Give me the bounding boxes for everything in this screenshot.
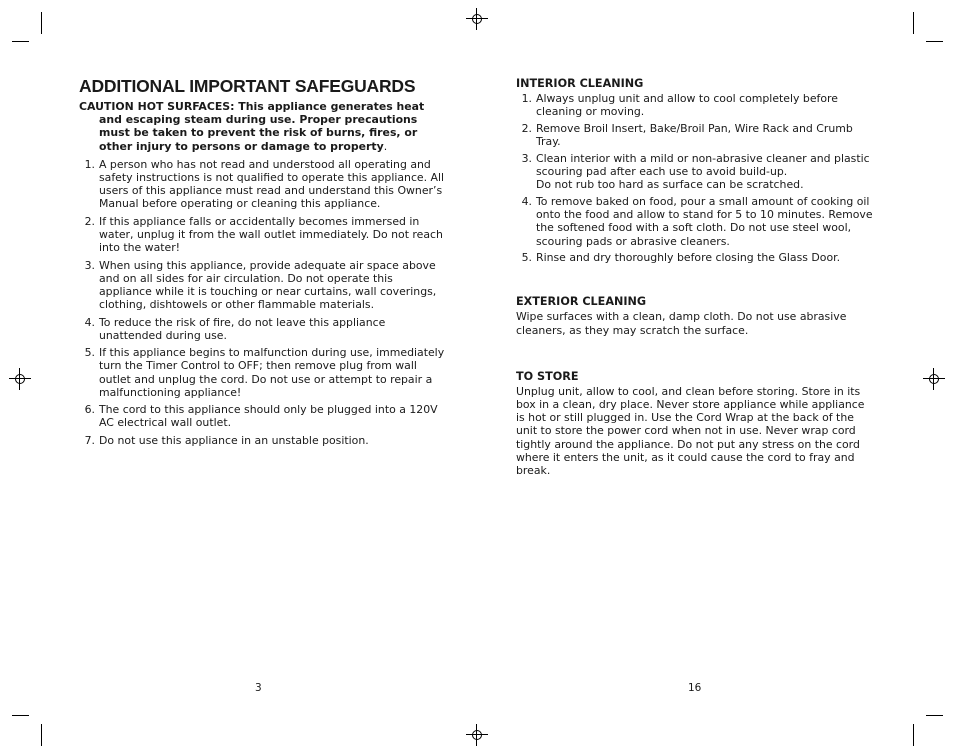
- item-number: 2.: [521, 121, 532, 135]
- crop-mark: [913, 724, 914, 746]
- page-number-left: 3: [255, 682, 262, 694]
- right-page: [516, 76, 876, 477]
- item-number: 7.: [84, 433, 95, 447]
- registration-mark-right: [927, 372, 941, 386]
- item-text: Clean interior with a mild or non-abrasive cleaner and plastic scouring pad after each use to avoid build-up.: [536, 151, 870, 179]
- list-item: [516, 251, 876, 264]
- item-text: Rinse and dry thoroughly before closing the Glass Door.: [536, 251, 841, 265]
- item-number: 6.: [84, 403, 95, 417]
- item-text: When using this appliance, provide adequate air space above and on all sides for air circulation. Do not operate this appliance while it is touching or near curtains, wall coverings, clothing, dishtowels or other flammable materials.: [99, 258, 437, 312]
- interior-cleaning-heading: INTERIOR CLEANING: [516, 77, 644, 90]
- crop-mark: [913, 12, 914, 34]
- exterior-cleaning-heading: EXTERIOR CLEANING: [516, 295, 647, 309]
- item-text: To remove baked on food, pour a small amount of cooking oil onto the food and allow to stand for 5 to 10 minutes. Remove the softened food with a soft cloth. Do not use steel wool, scouring pads or abrasive cleaners.: [536, 194, 873, 248]
- list-item: [79, 215, 449, 255]
- crop-mark: [12, 715, 29, 716]
- crop-mark: [926, 715, 943, 716]
- to-store-text: Unplug unit, allow to cool, and clean before storing. Store in its box in a clean, dry place. Never store appliance while appliance is hot or still plugged in. Use the Cord Wrap at the back of the unit to store the power cord when not in use. Never wrap cord tightly around the appliance. Do not put any stress on the cord where it enters the unit, as it could cause the cord to fray and break.: [516, 384, 865, 478]
- item-number: 4.: [84, 315, 95, 329]
- crop-mark: [926, 41, 943, 42]
- list-item: [516, 152, 876, 192]
- list-item: [79, 259, 449, 312]
- list-item: [79, 316, 449, 342]
- item-number: 3.: [521, 151, 532, 165]
- item-text: The cord to this appliance should only be plugged into a 120V AC electrical wall outlet.: [99, 403, 438, 430]
- crop-mark: [41, 12, 42, 34]
- caution-notice: [79, 100, 449, 153]
- crop-mark: [41, 724, 42, 746]
- item-number: 4.: [521, 194, 532, 208]
- list-item: [516, 195, 876, 248]
- item-text: Always unplug unit and allow to cool completely before cleaning or moving.: [536, 92, 838, 119]
- item-text: If this appliance falls or accidentally becomes immersed in water, unplug it from the wall outlet immediately. Do not reach into the water!: [99, 214, 443, 255]
- item-number: 3.: [84, 258, 95, 272]
- item-number: 1.: [84, 157, 95, 171]
- item-number: 5.: [521, 251, 532, 265]
- crop-mark: [12, 41, 29, 42]
- safeguards-list: [79, 158, 449, 447]
- item-text: Do not use this appliance in an unstable position.: [99, 433, 369, 447]
- caution-period: .: [383, 139, 388, 153]
- list-item: [79, 158, 449, 211]
- registration-mark-top: [470, 12, 484, 26]
- left-page: [79, 76, 449, 451]
- item-number: 2.: [84, 214, 95, 228]
- registration-mark-left: [13, 372, 27, 386]
- list-item: [79, 403, 449, 429]
- item-text: To reduce the risk of fire, do not leave this appliance unattended during use.: [99, 315, 386, 342]
- item-number: 5.: [84, 346, 95, 360]
- item-text-note: Do not rub too hard as surface can be scratched.: [536, 178, 804, 192]
- list-item: [516, 92, 876, 118]
- interior-cleaning-list: [516, 92, 876, 264]
- registration-mark-bottom: [470, 728, 484, 742]
- list-item: [79, 434, 449, 447]
- item-text: If this appliance begins to malfunction during use, immediately turn the Timer Control to OFF; then remove plug from wall outlet and unplug the cord. Do not use or attempt to repair a malfunctioning appliance!: [99, 346, 445, 399]
- item-text: A person who has not read and understood all operating and safety instructions is not qualified to operate this appliance. All users of this appliance must read and understand this Owner’s Manual before operating or cleaning this appliance.: [99, 157, 445, 211]
- item-number: 1.: [521, 92, 532, 105]
- list-item: [79, 346, 449, 399]
- page-title: ADDITIONAL IMPORTANT SAFEGUARDS: [79, 76, 416, 96]
- list-item: [516, 122, 876, 148]
- caution-text: CAUTION HOT SURFACES: This appliance generates heat and escaping steam during use. Proper precautions must be taken to prevent the risk of burns, fires, or other injury to persons or damage to property: [79, 100, 425, 153]
- item-text: Remove Broil Insert, Bake/Broil Pan, Wire Rack and Crumb Tray.: [536, 121, 853, 149]
- page-number-right: 16: [688, 682, 702, 694]
- exterior-cleaning-text: Wipe surfaces with a clean, damp cloth. Do not use abrasive cleaners, as they may scratch the surface.: [516, 310, 847, 337]
- to-store-heading: TO STORE: [516, 369, 579, 383]
